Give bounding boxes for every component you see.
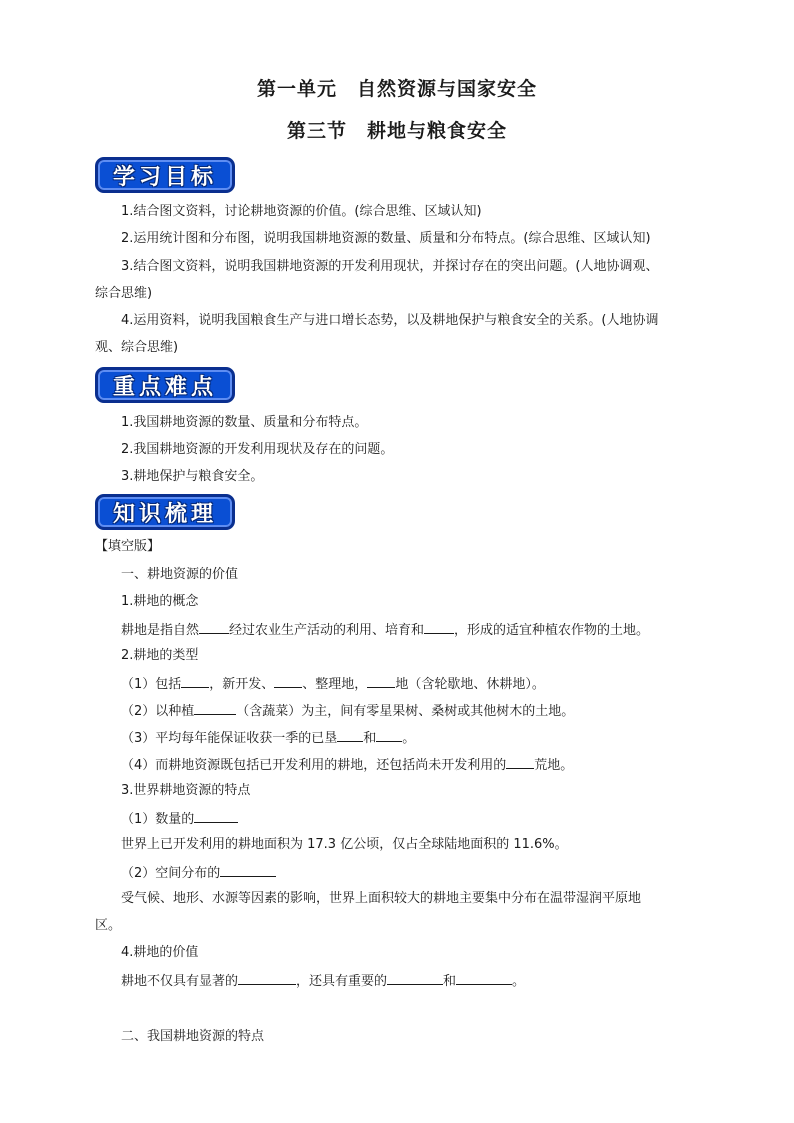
- objective-1: 1.结合图文资料，讨论耕地资源的价值。(综合思维、区域认知): [121, 204, 482, 219]
- value-text-a: 耕地不仅具有显著的: [121, 974, 239, 989]
- objectives-banner: [95, 157, 235, 193]
- knowledge-banner: [95, 494, 235, 530]
- feature-1-label: （1）数量的: [121, 812, 195, 827]
- fill-blank[interactable]: [238, 971, 296, 985]
- type-1-text-a: （1）包括: [121, 677, 182, 692]
- fill-blank[interactable]: [220, 863, 276, 877]
- feature-2-line: [121, 863, 276, 883]
- type-1-line: [121, 674, 545, 694]
- value-text-c: 和: [443, 974, 457, 989]
- key-point-2: 2.我国耕地资源的开发利用现状及存在的问题。: [121, 442, 394, 457]
- type-1-text-c: 、整理地，: [302, 677, 368, 692]
- objective-4: 4.运用资料，说明我国粮食生产与进口增长态势，以及耕地保护与粮食安全的关系。(人地协调: [121, 313, 659, 328]
- fill-blank[interactable]: [337, 728, 363, 742]
- type-4-text-a: （4）而耕地资源既包括已开发利用的耕地，还包括尚未开发利用的: [121, 758, 507, 773]
- section-heading-2: 二、我国耕地资源的特点: [121, 1029, 265, 1044]
- fill-blank[interactable]: [367, 674, 395, 688]
- type-4-text-b: 荒地。: [534, 758, 574, 773]
- definition-line: [121, 620, 649, 640]
- type-2-line: [121, 701, 574, 721]
- fill-blank[interactable]: [274, 674, 302, 688]
- type-4-line: [121, 755, 573, 775]
- fill-blank[interactable]: [424, 620, 454, 634]
- value-text-d: 。: [512, 974, 526, 989]
- type-3-text-b: 和: [363, 731, 377, 746]
- feature-1-text: 世界上已开发利用的耕地面积为 17.3 亿公顷，仅占全球陆地面积的 11.6%。: [121, 837, 568, 852]
- fill-blank[interactable]: [456, 971, 512, 985]
- feature-2-label: （2）空间分布的: [121, 866, 221, 881]
- type-1-text-d: 地（含轮歇地、休耕地）。: [395, 677, 545, 692]
- value-text-b: ，还具有重要的: [296, 974, 388, 989]
- key-point-3: 3.耕地保护与粮食安全。: [121, 469, 264, 484]
- type-1-text-b: ，新开发、: [209, 677, 275, 692]
- objective-3: 3.结合图文资料，说明我国耕地资源的开发利用现状，并探讨存在的突出问题。(人地协调观、: [121, 259, 659, 274]
- knowledge-banner-label: 知识梳理: [112, 501, 217, 527]
- fill-blank[interactable]: [376, 728, 402, 742]
- definition-text-c: ，形成的适宜种植农作物的土地。: [454, 623, 650, 638]
- type-3-line: [121, 728, 415, 748]
- feature-2-text: 受气候、地形、水源等因素的影响，世界上面积较大的耕地主要集中分布在温带湿润平原地: [121, 891, 642, 906]
- section-heading-1: 一、耕地资源的价值: [121, 567, 239, 582]
- subheading-concept: 1.耕地的概念: [121, 594, 199, 609]
- fill-blank[interactable]: [194, 701, 236, 715]
- objectives-banner-label: 学习目标: [112, 164, 217, 190]
- definition-text-a: 耕地是指自然: [121, 623, 200, 638]
- fill-blank[interactable]: [194, 809, 238, 823]
- fill-blank[interactable]: [181, 674, 209, 688]
- objective-4-cont: 观、综合思维): [95, 340, 179, 355]
- subheading-world: 3.世界耕地资源的特点: [121, 783, 251, 798]
- key-points-banner: [95, 367, 235, 403]
- fill-blank[interactable]: [387, 971, 443, 985]
- type-3-text-c: 。: [402, 731, 416, 746]
- version-label: 【填空版】: [95, 539, 161, 554]
- fill-blank[interactable]: [506, 755, 534, 769]
- key-point-1: 1.我国耕地资源的数量、质量和分布特点。: [121, 415, 368, 430]
- objective-2: 2.运用统计图和分布图，说明我国耕地资源的数量、质量和分布特点。(综合思维、区域认知): [121, 231, 651, 246]
- value-line: [121, 971, 525, 991]
- section-title: 第三节 耕地与粮食安全: [286, 120, 507, 142]
- key-points-banner-label: 重点难点: [112, 374, 217, 400]
- feature-2-text-cont: 区。: [95, 918, 122, 933]
- type-2-text-b: （含蔬菜）为主，间有零星果树、桑树或其他树木的土地。: [236, 704, 575, 719]
- fill-blank[interactable]: [199, 620, 229, 634]
- type-3-text-a: （3）平均每年能保证收获一季的已垦: [121, 731, 338, 746]
- subheading-value: 4.耕地的价值: [121, 945, 199, 960]
- unit-title: 第一单元 自然资源与国家安全: [256, 78, 537, 100]
- feature-1-line: [121, 809, 238, 829]
- definition-text-b: 经过农业生产活动的利用、培育和: [229, 623, 425, 638]
- subheading-types: 2.耕地的类型: [121, 648, 199, 663]
- type-2-text-a: （2）以种植: [121, 704, 195, 719]
- objective-3-cont: 综合思维): [95, 286, 153, 301]
